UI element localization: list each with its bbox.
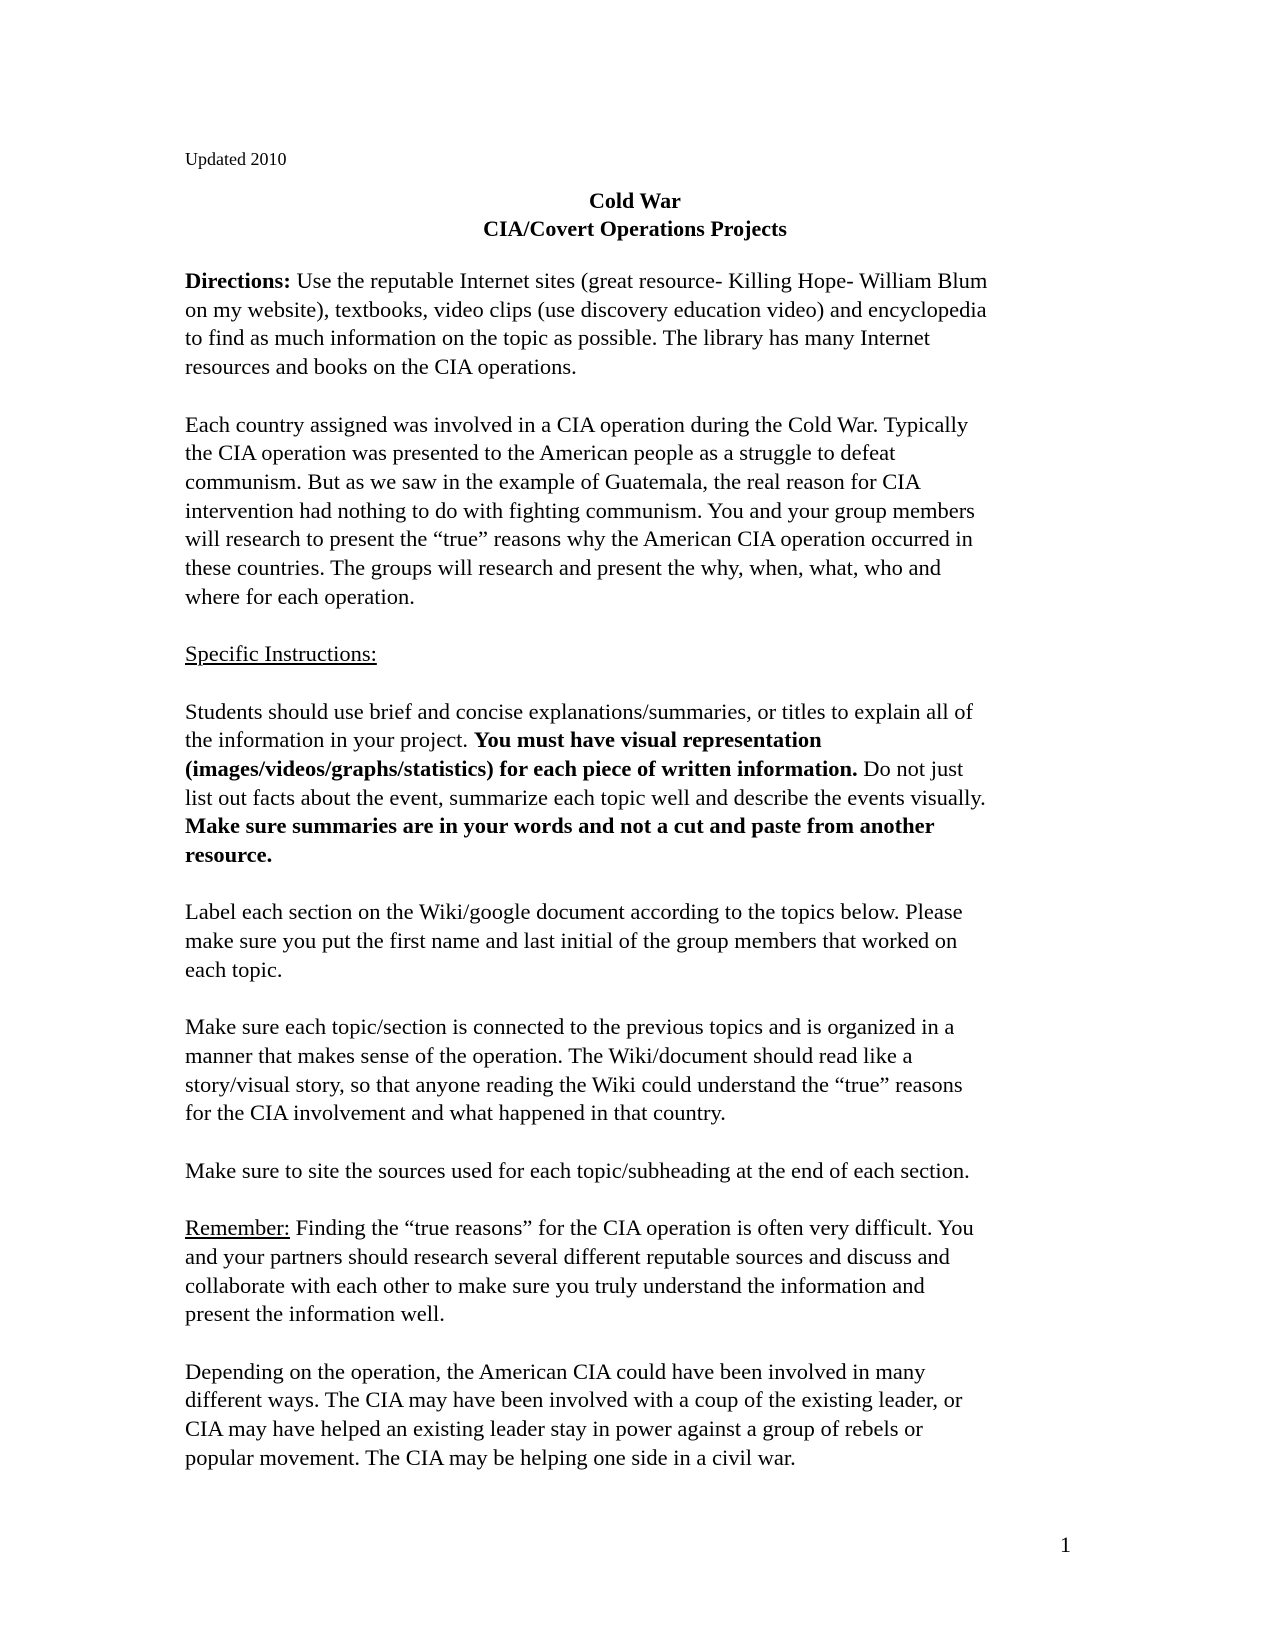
connected-line: Make sure each topic/section is connected to the previous topics and is organized in a	[185, 1014, 955, 1040]
overview-line: the CIA operation was presented to the American people as a struggle to defeat	[185, 440, 896, 466]
remember-line: present the information well.	[185, 1301, 445, 1327]
students-line: resource.	[185, 842, 273, 868]
connected-line: manner that makes sense of the operation. The Wiki/document should read like a	[185, 1042, 913, 1068]
students-line: list out facts about the event, summarize each topic well and describe the events visually.	[185, 784, 986, 810]
students-emphasis: You must have visual representation	[473, 727, 822, 753]
students-text: Do not just	[857, 755, 964, 781]
sources-paragraph	[185, 1157, 1085, 1186]
updated-date: Updated 2010	[185, 149, 287, 169]
overview-line: these countries. The groups will research and present the why, when, what, who and	[185, 555, 942, 581]
depending-line: popular movement. The CIA may be helping one side in a civil war.	[185, 1444, 796, 1470]
remember-line	[185, 1214, 1085, 1243]
overview-line: will research to present the “true” reasons why the American CIA operation occurred in	[185, 526, 973, 552]
connected-line: for the CIA involvement and what happened in that country.	[185, 1100, 726, 1126]
label-paragraph	[185, 898, 1085, 984]
directions-line	[185, 267, 1085, 296]
connected-paragraph	[185, 1013, 1085, 1128]
directions-line: on my website), textbooks, video clips (use discovery education video) and encyclopedia	[185, 296, 987, 322]
overview-line: where for each operation.	[185, 583, 415, 609]
remember-text: Finding the “true reasons” for the CIA operation is often very difficult. You	[289, 1215, 974, 1241]
directions-line: to find as much information on the topic as possible. The library has many Internet	[185, 325, 931, 351]
depending-line: CIA may have helped an existing leader stay in power against a group of rebels or	[185, 1416, 923, 1441]
overview-line: Each country assigned was involved in a CIA operation during the Cold War. Typically	[185, 411, 969, 437]
document-title: Cold War	[589, 188, 681, 213]
students-paragraph	[185, 698, 1085, 870]
remember-label: Remember:	[185, 1215, 290, 1241]
document-body	[185, 267, 1085, 1501]
label-line: make sure you put the first name and last initial of the group members that worked on	[185, 928, 958, 954]
directions-paragraph	[185, 267, 1085, 382]
remember-line: and your partners should research several different reputable sources and discuss and	[185, 1243, 950, 1269]
students-emphasis: (images/videos/graphs/statistics) for each piece of written information.	[185, 755, 858, 781]
label-line: Label each section on the Wiki/google document according to the topics below. Please	[185, 899, 963, 925]
directions-text: Use the reputable Internet sites (great resource- Killing Hope- William Blum	[290, 268, 988, 293]
page-number: 1	[1060, 1532, 1071, 1557]
students-line: Students should use brief and concise explanations/summaries, or titles to explain all of	[185, 698, 973, 724]
overview-paragraph	[185, 411, 1085, 612]
students-line	[185, 755, 1085, 784]
document-subtitle: CIA/Covert Operations Projects	[483, 216, 787, 241]
overview-line: communism. But as we saw in the example of Guatemala, the real reason for CIA	[185, 468, 922, 494]
directions-label: Directions:	[185, 268, 291, 293]
students-line	[185, 726, 1085, 755]
directions-line: resources and books on the CIA operations.	[185, 354, 577, 380]
specific-instructions-heading-paragraph	[185, 640, 1085, 669]
overview-line: intervention had nothing to do with fighting communism. You and your group members	[185, 497, 975, 523]
depending-line: different ways. The CIA may have been involved with a coup of the existing leader, or	[185, 1387, 963, 1413]
connected-line: story/visual story, so that anyone reading the Wiki could understand the “true” reasons	[185, 1071, 963, 1097]
depending-line: Depending on the operation, the American CIA could have been involved in many	[185, 1358, 926, 1384]
specific-instructions-heading: Specific Instructions:	[185, 641, 377, 667]
label-line: each topic.	[185, 956, 283, 982]
depending-paragraph	[185, 1358, 1085, 1473]
students-text: the information in your project.	[185, 727, 474, 753]
remember-paragraph	[185, 1214, 1085, 1329]
remember-line: collaborate with each other to make sure you truly understand the information and	[185, 1272, 925, 1298]
students-line: Make sure summaries are in your words and not a cut and paste from another	[185, 813, 935, 839]
sources-line: Make sure to site the sources used for each topic/subheading at the end of each section.	[185, 1157, 970, 1183]
